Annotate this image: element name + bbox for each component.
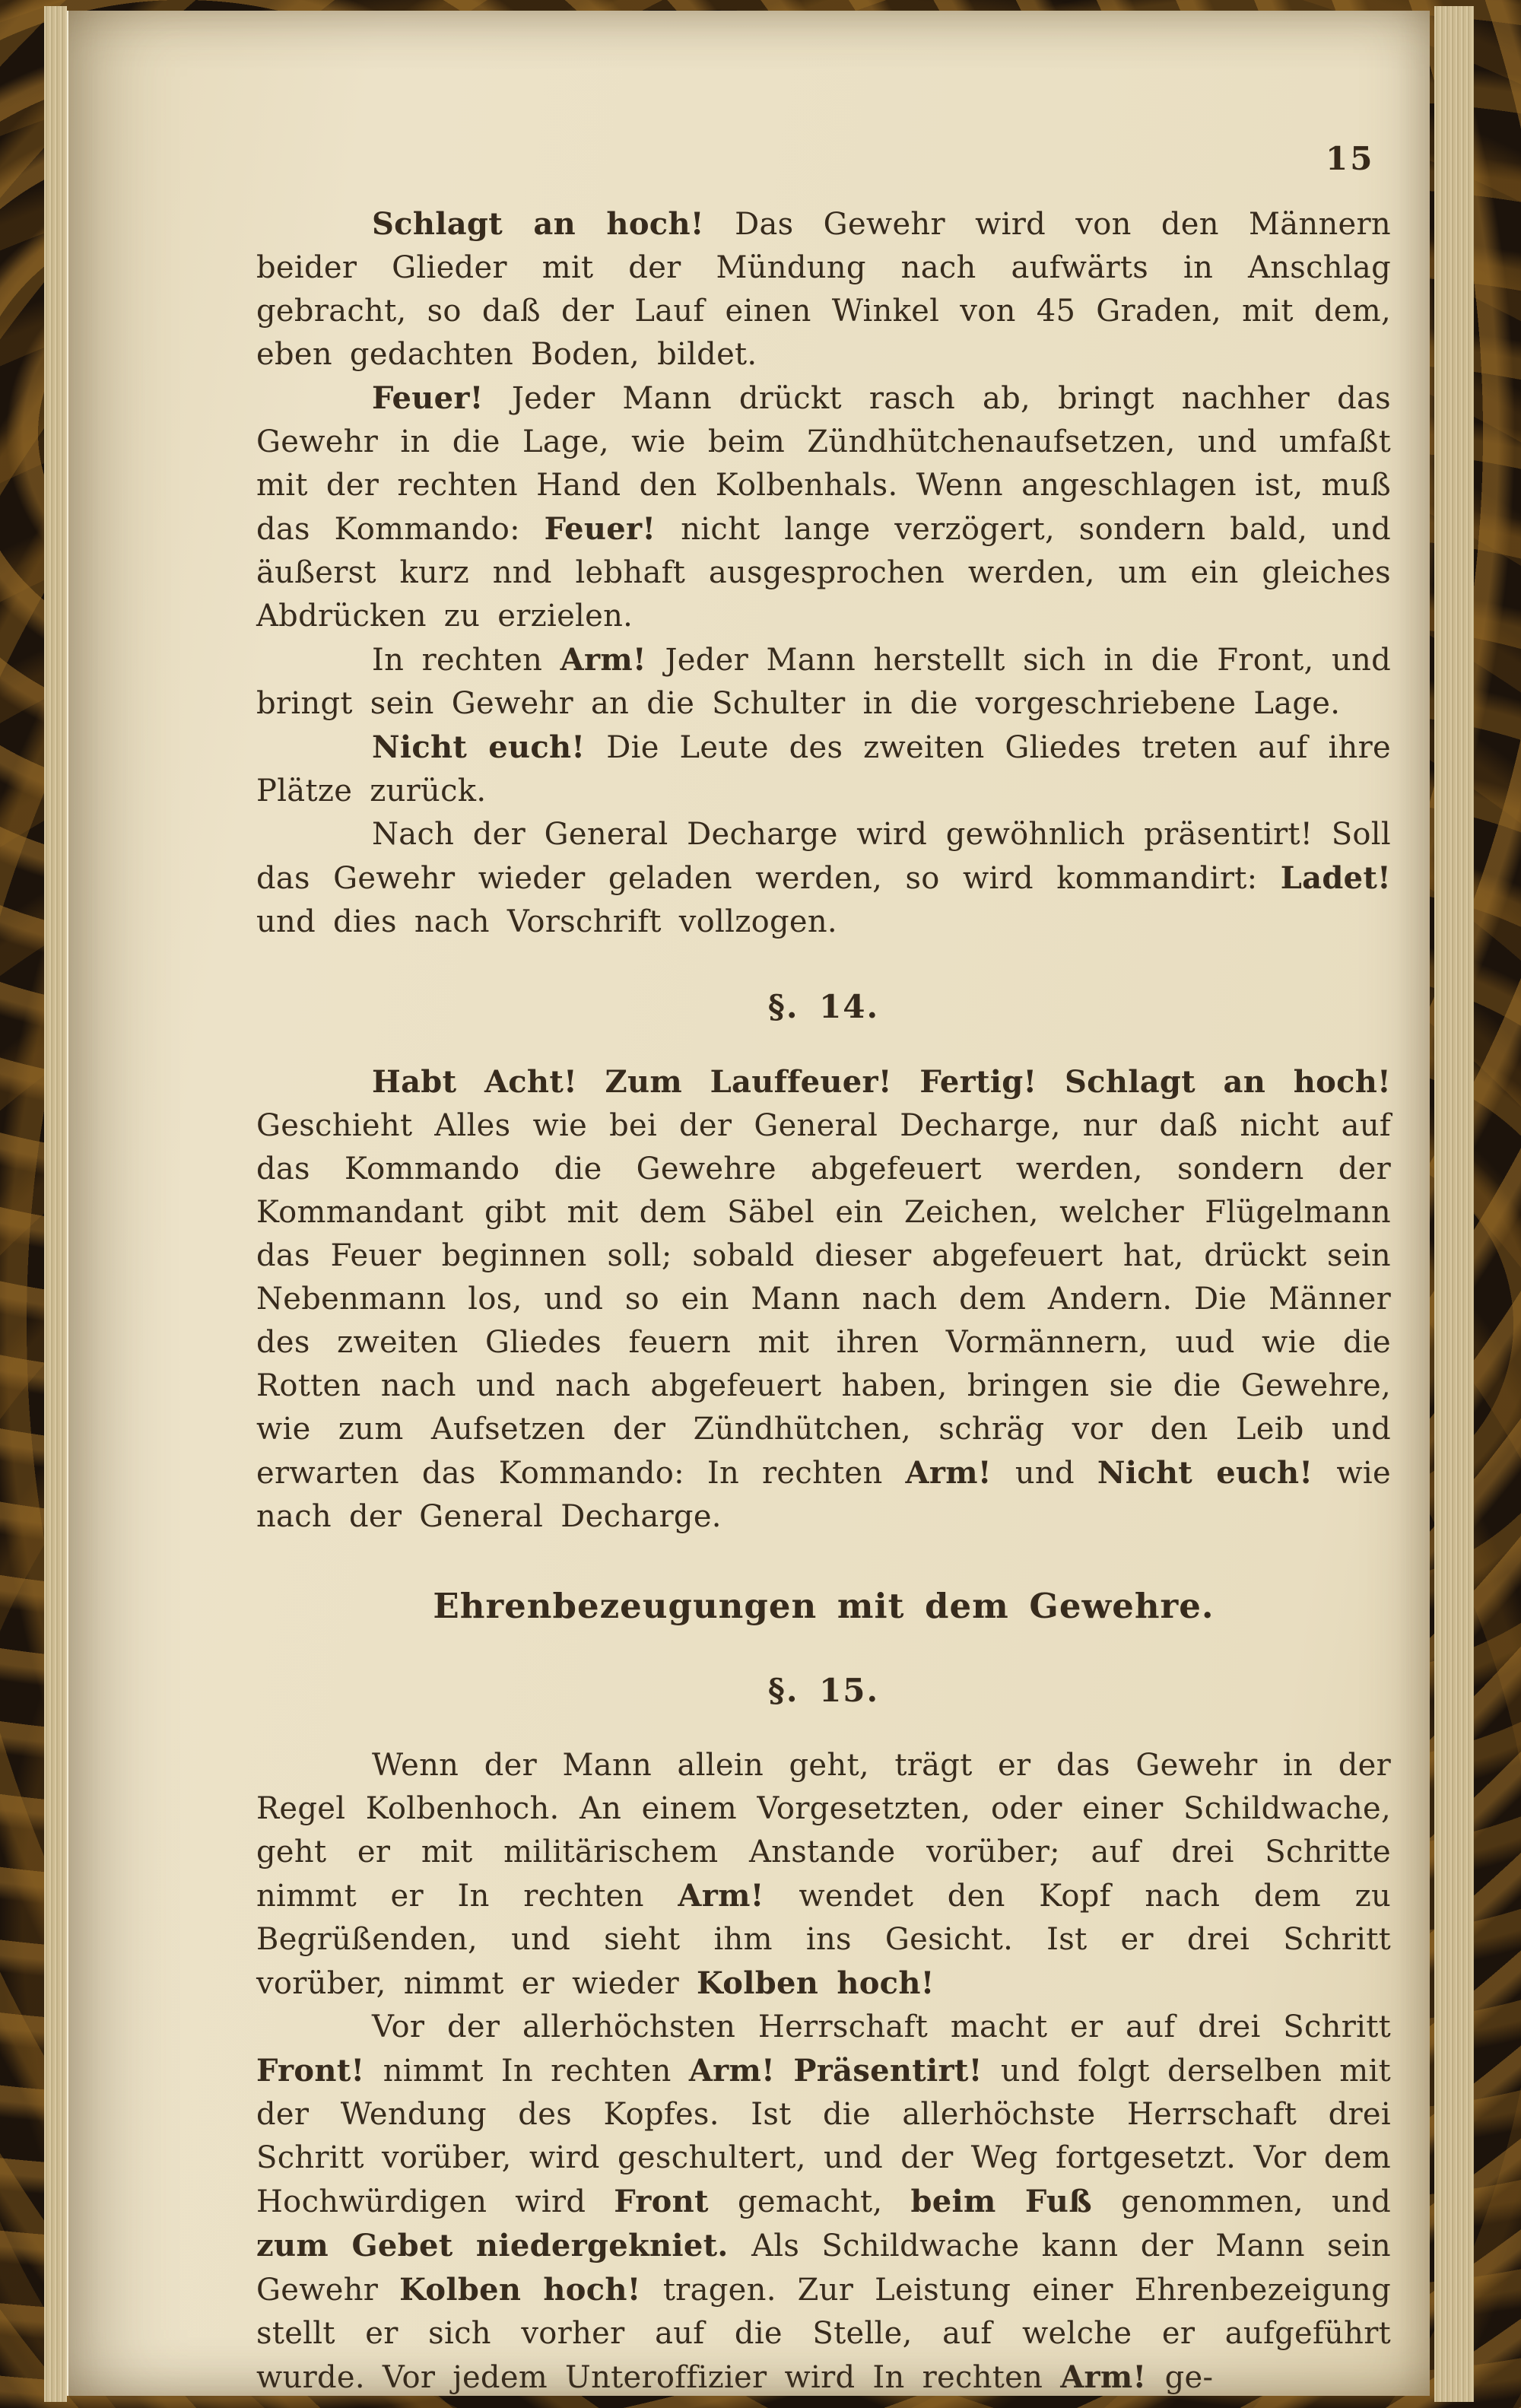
text-run: tragen. Zur Leistung einer Ehrenbezeigung stellt er sich vorher auf die Stelle, auf welche er aufgeführt wurde. Vor jedem Unteroffizier wird In rechten [256,2273,1392,2395]
emphasis-run: Schlagt an hoch! [372,206,735,242]
emphasis-run: Ladet! [1280,860,1391,896]
section-heading [256,1669,1391,1712]
emphasis-run: Feuer! [544,511,681,547]
text-run: ge- [1164,2360,1214,2395]
emphasis-run: Nicht euch! [372,729,607,765]
paragraph [256,2006,1391,2400]
emphasis-run: beim Fuß [910,2184,1122,2219]
page-fore-edge-left [44,6,67,2402]
text-run: Vor der allerhöchsten Herrschaft macht er auf drei Schritt [372,2009,1391,2044]
emphasis-run: Arm! [688,2053,794,2089]
paragraph [256,202,1391,376]
text-run: Jeder Mann herstellt sich in die Front, und bringt sein Gewehr an die Schulter in die vorgeschriebene Lage. [256,643,1391,721]
text-run: und folgt derselben mit der Wendung des Kopfes. Ist die allerhöchste Herrschaft drei Schritt vorüber, wird geschultert, und der Weg fortgesetzt. Vor dem Hochwürdigen wird [256,2054,1392,2219]
emphasis-run: Arm! [560,642,665,678]
text-run: nimmt In rechten [383,2054,689,2089]
text-run: In rechten [372,643,560,678]
emphasis-run: Feuer! [372,380,512,416]
emphasis-run: Habt Acht! Zum Lauffeuer! Fertig! Schlagt an hoch! [372,1064,1391,1100]
text-run: und [1015,1456,1097,1491]
text-run: wie nach der General Decharge. [256,1456,1391,1534]
emphasis-run: Kolben hoch! [399,2272,663,2308]
text-run: genommen, und [1121,2184,1391,2219]
emphasis-run: Kolben hoch! [697,1965,935,2001]
text-run: Als Schildwache kann der Mann sein Gewehr [256,2229,1391,2308]
text-run: Geschieht Alles wie bei der General Decharge, nur daß nicht auf das Kommando die Gewehre abgefeuert werden, sondern der Kommandant gibt mit dem Säbel ein Zeichen, welcher Flügelmann das Feuer beginnen soll; sobald dieser abgefeuert hat, drückt sein Nebenmann los, und so ein Mann nach dem Andern. Die Männer des zweiten Gliedes feuern mit ihren Vormännern, uud wie die Rotten nach und nach abgefeuert haben, bringen sie die Gewehre, wie zum Aufsetzen der Zündhütchen, schräg vor den Leib und erwarten das Kommando: In rechten [256,1108,1391,1491]
emphasis-run: Nicht euch! [1097,1455,1337,1491]
text-run: §. 15. [767,1672,880,1709]
text-run: §. 14. [767,988,880,1025]
text-run: und dies nach Vorschrift vollzogen. [256,904,837,939]
emphasis-run: Arm! [905,1455,1015,1491]
paragraph [256,376,1391,638]
text-run: Jeder Mann drückt rasch ab, bringt nachher das Gewehr in die Lage, wie beim Zündhütchenaufsetzen, und umfaßt mit der rechten Hand den Kolbenhals. Wenn angeschlagen ist, muß das Kommando: [256,381,1391,547]
paragraph [256,638,1391,726]
text-run: Nach der General Decharge wird gewöhnlich präsentirt! Soll das Gewehr wieder geladen werden, so wird kommandirt: [256,817,1391,896]
chapter-heading [256,1584,1391,1628]
page-number: 15 [1326,140,1375,177]
text-run: Ehrenbezeugungen mit dem Gewehre. [433,1586,1215,1626]
paragraph [256,1744,1391,2006]
text-run: Das Gewehr wird von den Männern beider Glieder mit der Mündung nach aufwärts in Anschlag gebracht, so daß der Lauf einen Winkel von 45 Graden, mit dem, eben gedachten Boden, bildet. [256,207,1391,372]
paragraph [256,726,1391,813]
text-block [256,202,1391,2400]
emphasis-run: zum Gebet niedergekniet. [256,2228,752,2263]
text-run: Die Leute des zweiten Gliedes treten auf ihre Plätze zurück. [256,730,1391,808]
emphasis-run: Präsentirt! [793,2053,1001,2089]
emphasis-run: Arm! [678,1878,799,1914]
page-fore-edge-right [1434,6,1474,2402]
emphasis-run: Arm! [1060,2359,1165,2395]
text-run: Wenn der Mann allein geht, trägt er das Gewehr in der Regel Kolbenhoch. An einem Vorgesetzten, oder einer Schildwache, geht er mit militärischem Anstande vorüber; auf drei Schritte nimmt er In rechten [256,1748,1391,1914]
emphasis-run: Front! [256,2053,383,2089]
section-heading [256,985,1391,1028]
paragraph [256,1060,1391,1539]
text-run: nicht lange verzögert, sondern bald, und äußerst kurz nnd lebhaft ausgesprochen werden, um ein gleiches Abdrücken zu erzielen. [256,512,1391,634]
emphasis-run: Front [614,2184,738,2219]
text-run: wendet den Kopf nach dem zu Begrüßenden, und sieht ihm ins Gesicht. Ist er drei Schritt vorüber, nimmt er wieder [256,1879,1392,2001]
book-page [67,11,1430,2396]
paragraph [256,813,1391,944]
text-run: gemacht, [738,2184,911,2219]
